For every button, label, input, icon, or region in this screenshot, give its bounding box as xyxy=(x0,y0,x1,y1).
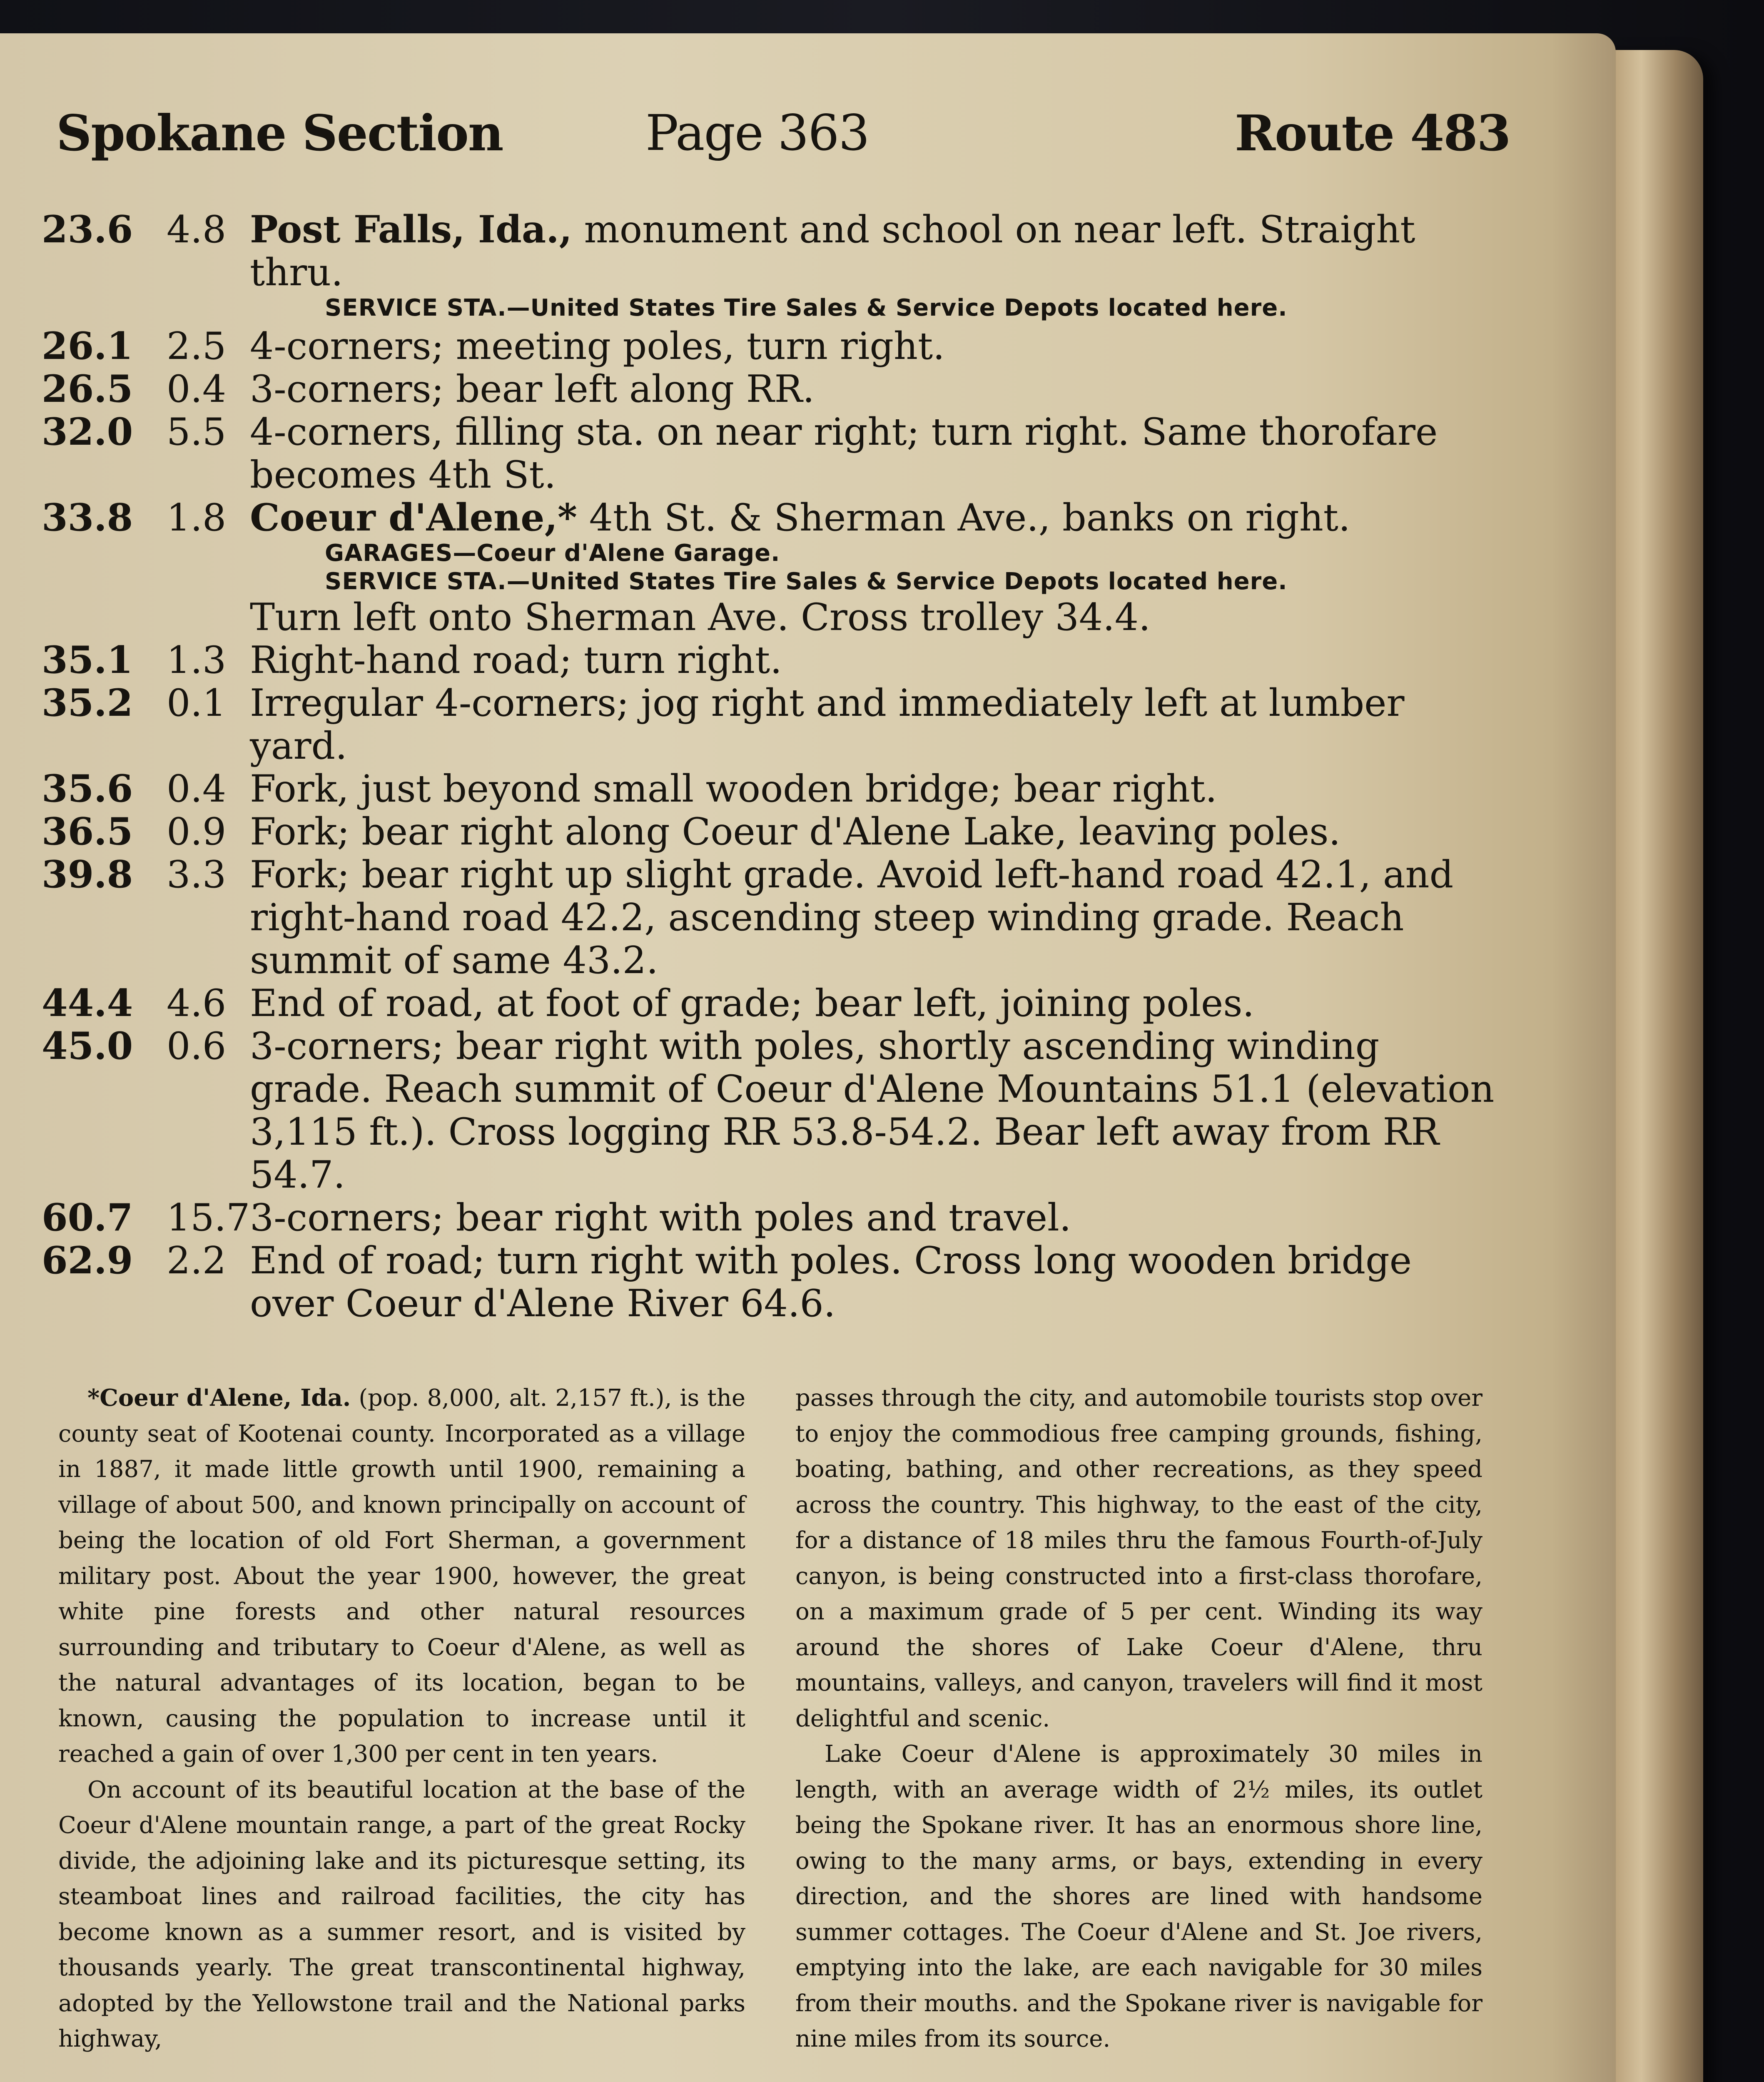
total-miles: 35.6 xyxy=(42,767,133,811)
route-number: Route 483 xyxy=(1235,104,1510,162)
route-entry xyxy=(42,682,1499,767)
route-entry xyxy=(42,208,1499,322)
segment-miles: 1.3 xyxy=(167,638,227,682)
total-miles: 26.1 xyxy=(42,324,133,368)
direction-text: 4-corners; meeting poles, turn right. xyxy=(250,324,945,368)
reference-column-left xyxy=(58,1380,745,2057)
total-miles: 26.5 xyxy=(42,367,133,411)
segment-miles: 4.8 xyxy=(167,208,227,252)
direction-text: End of road; turn right with poles. Cross long wooden bridge over Coeur d'Alene River 64.6. xyxy=(250,1239,1412,1325)
place-name: Coeur d'Alene,* xyxy=(250,496,577,540)
total-miles: 35.2 xyxy=(42,681,133,725)
garages-note: GARAGES—Coeur d'Alene Garage. xyxy=(325,540,780,567)
route-entry xyxy=(42,496,1499,639)
service-station-note: SERVICE STA.—United States Tire Sales & Service Depots located here. xyxy=(325,568,1288,595)
route-entry xyxy=(42,982,1499,1025)
total-miles: 33.8 xyxy=(42,496,133,540)
segment-miles: 2.2 xyxy=(167,1239,227,1283)
page-number: Page 363 xyxy=(645,104,869,162)
segment-miles: 0.6 xyxy=(167,1024,227,1068)
segment-miles: 2.5 xyxy=(167,324,227,368)
segment-miles: 0.9 xyxy=(167,810,227,854)
direction-text: Fork; bear right up slight grade. Avoid left-hand road 42.1, and right-hand road 42.2, ascending steep winding grade. Reach summit of same 43.2. xyxy=(250,853,1454,982)
reference-paragraph: passes through the city, and automobile tourists stop over to enjoy the commodious free camping grounds, fishing, boating, bathing, and other recreations, as they speed across the country. This highway, to the east of the city, for a distance of 18 miles thru the famous Fourth-of-July canyon, is being constructed into a first-class thorofare, on a maximum grade of 5 per cent. Winding its way around the shores of Lake Coeur d'Alene, thru mountains, valleys, and canyon, travelers will find it most delightful and scenic. xyxy=(795,1385,1482,1732)
direction-text: Right-hand road; turn right. xyxy=(250,638,782,682)
total-miles: 44.4 xyxy=(42,981,133,1025)
direction-text: 3-corners; bear left along RR. xyxy=(250,367,815,411)
reference-paragraph: On account of its beautiful location at the base of the Coeur d'Alene mountain range, a part of the great Rocky divide, the adjoining lake and its picturesque setting, its steamboat lines and railroad facilities, the city has become known as a summer resort, and is visited by thousands yearly. The great transcontinental highway, adopted by the Yellowstone trail and the National parks highway, xyxy=(58,1776,745,2052)
segment-miles: 3.3 xyxy=(167,853,227,897)
direction-text: End of road, at foot of grade; bear left, joining poles. xyxy=(250,981,1255,1025)
direction-text: 4th St. & Sherman Ave., banks on right. xyxy=(577,496,1350,540)
route-entry xyxy=(42,411,1499,496)
segment-miles: 1.8 xyxy=(167,496,227,540)
direction-text: 3-corners; bear right with poles, shortly ascending winding grade. Reach summit of Coeur d'Alene Mountains 51.1 (elevation 3,115 ft.). Cross logging RR 53.8-54.2. Bear left away from RR 54.7. xyxy=(250,1024,1495,1197)
reference-lead: *Coeur d'Alene, Ida. xyxy=(87,1384,351,1412)
total-miles: 23.6 xyxy=(42,207,133,252)
route-entry xyxy=(42,325,1499,368)
total-miles: 32.0 xyxy=(42,410,133,454)
direction-text: Irregular 4-corners; jog right and immediately left at lumber yard. xyxy=(250,681,1405,768)
segment-miles: 5.5 xyxy=(167,410,227,454)
route-entry xyxy=(42,1196,1499,1239)
total-miles: 62.9 xyxy=(42,1238,133,1283)
segment-miles: 4.6 xyxy=(167,981,227,1025)
route-entry xyxy=(42,810,1499,853)
segment-miles: 0.4 xyxy=(167,367,227,411)
total-miles: 39.8 xyxy=(42,852,133,897)
section-title: Spokane Section xyxy=(56,104,503,162)
reference-paragraph: (pop. 8,000, alt. 2,157 ft.), is the county seat of Kootenai county. Incorporated as a village in 1887, it made little growth until 1900, remaining a village of about 500, and known principally on account of being the location of old Fort Sherman, a government military post. About the year 1900, however, the great white pine forests and other natural resources surrounding and tributary to Coeur d'Alene, as well as the natural advantages of its location, began to be known, causing the population to increase until it reached a gain of over 1,300 per cent in ten years. xyxy=(58,1385,745,1768)
total-miles: 35.1 xyxy=(42,638,133,682)
direction-text: Fork; bear right along Coeur d'Alene Lake, leaving poles. xyxy=(250,810,1341,854)
segment-miles: 15.7 xyxy=(167,1196,250,1240)
route-entry xyxy=(42,767,1499,810)
route-entry xyxy=(42,1025,1499,1196)
place-name: Post Falls, Ida., xyxy=(250,207,572,252)
segment-miles: 0.4 xyxy=(167,767,227,811)
direction-text: 3-corners; bear right with poles and travel. xyxy=(250,1196,1071,1240)
segment-miles: 0.1 xyxy=(167,681,227,725)
direction-continuation: Turn left onto Sherman Ave. Cross trolley 34.4. xyxy=(250,595,1151,639)
route-entry xyxy=(42,368,1499,411)
direction-text: Fork, just beyond small wooden bridge; bear right. xyxy=(250,767,1217,811)
total-miles: 45.0 xyxy=(42,1024,133,1068)
reference-paragraph: Lake Coeur d'Alene is approximately 30 miles in length, with an average width of 2½ miles, its outlet being the Spokane river. It has an enormous shore line, owing to the many arms, or bays, extending in every direction, and the shores are lined with handsome summer cottages. The Coeur d'Alene and St. Joe rivers, emptying into the lake, are each navigable for 30 miles from their mouths. and the Spokane river is navigable for nine miles from its source. xyxy=(795,1741,1482,2052)
direction-text: monument and school on near left. Straight thru. xyxy=(250,208,1415,294)
route-entry xyxy=(42,639,1499,682)
service-station-note: SERVICE STA.—United States Tire Sales & Service Depots located here. xyxy=(325,294,1288,321)
reference-column-right xyxy=(795,1380,1482,2057)
route-entry xyxy=(42,1239,1499,1325)
direction-text: 4-corners, filling sta. on near right; turn right. Same thorofare becomes 4th St. xyxy=(250,410,1438,497)
total-miles: 36.5 xyxy=(42,809,133,854)
route-entry xyxy=(42,853,1499,982)
book-page xyxy=(0,33,1616,2082)
route-directions xyxy=(42,208,1499,1325)
total-miles: 60.7 xyxy=(42,1195,133,1240)
